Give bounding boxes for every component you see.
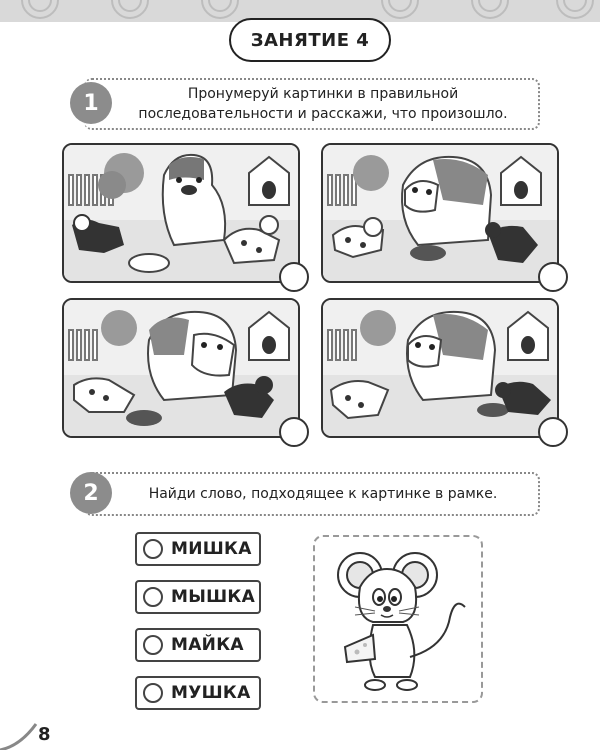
story-picture-3 (62, 298, 300, 438)
page-number (38, 724, 51, 745)
task1-line1: Пронумеруй картинки в правильной (187, 86, 459, 102)
word-option-4-label: МУШКА (171, 683, 251, 703)
picture-2-number-circle[interactable] (538, 262, 568, 292)
word-option-1-radio[interactable] (143, 539, 163, 559)
task2-number (70, 472, 112, 514)
task2-instruction (118, 484, 528, 504)
task1-instruction (118, 84, 528, 124)
story-picture-1 (62, 143, 300, 283)
task2-number-text: 2 (83, 480, 99, 506)
story-picture-4 (321, 298, 559, 438)
lesson-title (229, 18, 391, 62)
bulldog-sitting-illustration (64, 145, 300, 283)
word-option-3-label: МАЙКА (171, 635, 244, 655)
word-option-1-label: МИШКА (171, 539, 252, 559)
task1-line2: последовательности и расскажи, что произошло. (138, 106, 508, 122)
picture-3-number-circle[interactable] (279, 417, 309, 447)
lesson-title-text: ЗАНЯТИЕ 4 (250, 29, 370, 51)
page-corner-decoration (0, 716, 40, 750)
mouse-picture-frame (313, 535, 483, 703)
word-option-2-radio[interactable] (143, 587, 163, 607)
page-number-text: 8 (38, 724, 51, 745)
bulldog-growling-illustration (323, 145, 559, 283)
word-option-4-radio[interactable] (143, 683, 163, 703)
story-picture-2 (321, 143, 559, 283)
task2-instruction-text: Найди слово, подходящее к картинке в рамке. (148, 486, 498, 502)
picture-1-number-circle[interactable] (279, 262, 309, 292)
bulldog-standing-illustration (64, 300, 300, 438)
word-option-4[interactable] (135, 676, 261, 710)
word-option-3-radio[interactable] (143, 635, 163, 655)
bulldog-angry-illustration (323, 300, 559, 438)
word-option-1[interactable] (135, 532, 261, 566)
picture-4-number-circle[interactable] (538, 417, 568, 447)
word-option-2[interactable] (135, 580, 261, 614)
task1-number (70, 82, 112, 124)
mouse-with-cheese-illustration (315, 537, 481, 701)
word-option-2-label: МЫШКА (171, 587, 256, 607)
task1-number-text: 1 (83, 90, 99, 116)
word-option-3[interactable] (135, 628, 261, 662)
